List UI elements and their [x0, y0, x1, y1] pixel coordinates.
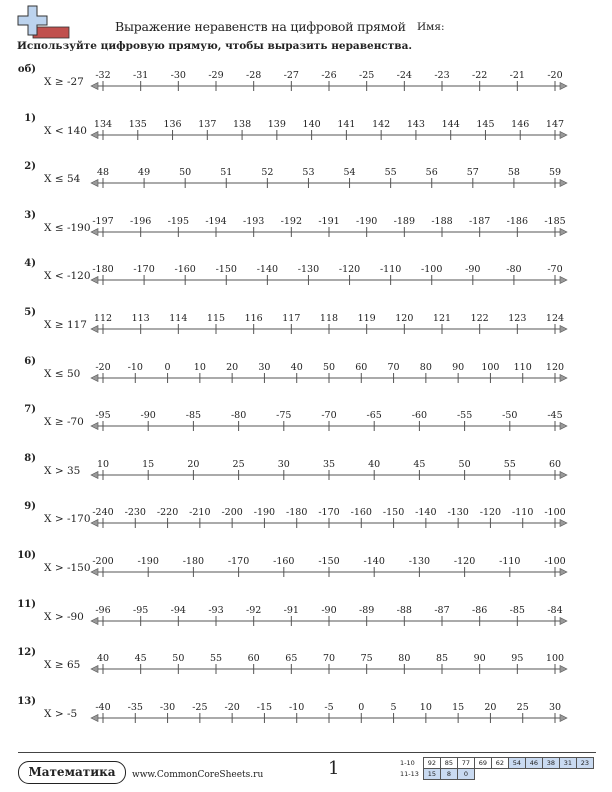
tick-label: -28 [246, 70, 262, 81]
tick-label: 80 [419, 361, 432, 373]
tick-label: -120 [479, 507, 502, 519]
tick-label: -193 [242, 215, 265, 227]
tick-label: -197 [92, 215, 114, 227]
tick-label: 80 [398, 653, 411, 665]
arrow-right-icon [560, 714, 567, 721]
tick-label: -90 [140, 410, 156, 422]
number-line[interactable] [0, 453, 612, 493]
tick-label: -110 [512, 507, 534, 519]
arrow-right-icon [560, 666, 567, 673]
problem-row [0, 307, 612, 347]
tick-label: -150 [382, 507, 405, 519]
tick-label: -187 [468, 215, 491, 227]
arrow-left-icon [91, 714, 98, 721]
tick-label: -190 [137, 556, 159, 567]
tick-label: -180 [92, 264, 114, 276]
instructions: Используйте цифровую прямую, чтобы выразить неравенства. [17, 40, 413, 52]
tick-label: 35 [322, 458, 336, 470]
problem-row [0, 161, 612, 201]
tick-label: -100 [544, 556, 566, 567]
tick-label: -190 [253, 507, 276, 519]
inequality-text: X < -120 [44, 270, 91, 283]
tick-label: -20 [224, 701, 240, 713]
footer-divider [18, 752, 596, 753]
tick-label: -130 [408, 556, 431, 567]
tick-label: -189 [393, 215, 416, 227]
tick-label: 124 [545, 313, 565, 324]
arrow-left-icon [91, 83, 98, 90]
name-label: Имя: [417, 21, 445, 33]
arrow-left-icon [91, 617, 98, 624]
tick-label: 95 [511, 653, 524, 665]
tick-label: 55 [384, 167, 397, 179]
problem-row [0, 599, 612, 639]
tick-label: -21 [509, 70, 525, 81]
tick-label: -170 [227, 556, 250, 567]
arrow-left-icon [91, 228, 98, 235]
problem-row [0, 64, 612, 104]
arrow-right-icon [560, 374, 567, 381]
inequality-text: X ≤ -190 [44, 221, 91, 234]
tick-label: -91 [283, 604, 299, 616]
arrow-right-icon [560, 131, 567, 138]
tick-label: -130 [447, 507, 469, 519]
tick-label: 48 [96, 167, 110, 179]
problem-row [0, 356, 612, 396]
arrow-left-icon [91, 471, 98, 478]
tick-label: -10 [289, 701, 305, 713]
tick-label: 120 [395, 313, 414, 324]
tick-label: 55 [503, 458, 516, 470]
tick-label: -160 [350, 507, 372, 519]
tick-label: -15 [256, 701, 273, 713]
answer-key-score: 23 [576, 758, 593, 769]
tick-label: 53 [302, 167, 315, 179]
tick-label: 15 [452, 701, 465, 713]
tick-label: -85 [509, 604, 525, 616]
problem-row [0, 696, 612, 736]
number-line[interactable] [0, 550, 612, 590]
tick-label: 114 [169, 313, 188, 324]
tick-label: -30 [159, 701, 176, 713]
answer-key-score: 69 [474, 758, 491, 769]
number-line[interactable] [0, 599, 612, 639]
tick-label: -95 [95, 410, 111, 422]
tick-label: 90 [452, 361, 465, 373]
tick-label: 137 [198, 118, 217, 130]
tick-label: -30 [170, 70, 186, 81]
tick-label: -90 [321, 604, 337, 616]
tick-label: 45 [413, 458, 426, 470]
tick-label: -27 [283, 70, 299, 81]
answer-key-score: 77 [457, 758, 474, 769]
tick-label: 10 [96, 458, 110, 470]
problem-number: 8) [24, 452, 36, 464]
inequality-text: X ≥ 65 [44, 659, 81, 672]
problem-row [0, 647, 612, 687]
answer-key-row [398, 769, 593, 780]
tick-label: 20 [484, 701, 497, 713]
tick-label: 40 [368, 458, 381, 470]
answer-key-score: 38 [542, 758, 559, 769]
tick-label: -188 [431, 215, 453, 227]
page-number: 1 [328, 758, 340, 779]
tick-label: -24 [396, 70, 412, 81]
tick-label: 122 [470, 313, 489, 324]
answer-key-score: 31 [559, 758, 576, 769]
arrow-left-icon [91, 666, 98, 673]
tick-label: -92 [246, 604, 262, 616]
tick-label: -240 [92, 507, 114, 519]
tick-label: -23 [434, 70, 450, 81]
tick-label: 55 [209, 653, 223, 665]
problem-number: 5) [24, 307, 36, 318]
problem-number: 6) [24, 355, 36, 367]
tick-label: 138 [233, 118, 252, 130]
tick-label: 115 [206, 313, 226, 324]
tick-label: -25 [359, 70, 375, 81]
problem-number: 13) [17, 695, 36, 707]
tick-label: -75 [276, 410, 292, 422]
tick-label: 0 [358, 701, 365, 713]
tick-label: 65 [285, 653, 298, 665]
tick-label: 143 [406, 118, 425, 130]
tick-label: -200 [92, 556, 114, 567]
tick-label: -94 [170, 604, 186, 616]
tick-label: 60 [247, 653, 260, 665]
tick-label: 52 [261, 167, 274, 179]
tick-label: 135 [128, 118, 147, 130]
problem-row [0, 258, 612, 298]
tick-label: -20 [95, 361, 111, 373]
tick-label: -190 [355, 215, 378, 227]
tick-label: -110 [379, 264, 402, 276]
tick-label: 49 [138, 167, 151, 179]
tick-label: 100 [481, 361, 500, 373]
arrow-left-icon [91, 374, 98, 381]
tick-label: -191 [318, 215, 340, 227]
inequality-text: X ≤ 50 [44, 367, 81, 380]
tick-label: -29 [208, 70, 224, 81]
tick-label: -70 [321, 410, 337, 422]
tick-label: 110 [513, 361, 532, 373]
tick-label: 136 [163, 118, 182, 130]
number-line[interactable] [0, 356, 612, 396]
problem-number: 12) [17, 647, 36, 659]
problem-number: 1) [24, 112, 36, 124]
tick-label: 0 [164, 361, 171, 373]
tick-label: 54 [343, 167, 356, 179]
problem-number: об) [17, 64, 36, 75]
tick-label: -120 [453, 556, 476, 567]
tick-label: 50 [179, 167, 192, 179]
arrow-right-icon [560, 520, 567, 527]
tick-label: 146 [511, 118, 530, 130]
number-line[interactable] [0, 210, 612, 250]
tick-label: 90 [473, 653, 486, 665]
problem-row [0, 501, 612, 541]
number-line[interactable] [0, 113, 612, 153]
tick-label: -20 [547, 70, 563, 81]
number-line[interactable] [0, 258, 612, 298]
tick-label: -150 [215, 264, 237, 276]
tick-label: -10 [127, 361, 143, 373]
answer-key-range: 1-10 [400, 759, 415, 767]
problem-row [0, 453, 612, 493]
tick-label: -170 [133, 264, 155, 276]
site-url[interactable]: www.CommonCoreSheets.ru [132, 770, 264, 780]
tick-label: -160 [174, 264, 196, 276]
tick-label: -80 [506, 264, 522, 276]
tick-label: -100 [421, 264, 443, 276]
arrow-left-icon [91, 520, 98, 527]
number-line[interactable] [0, 64, 612, 104]
tick-label: -5 [324, 701, 334, 713]
problem-number: 10) [17, 550, 36, 561]
tick-label: 70 [322, 653, 336, 665]
tick-label: 40 [290, 361, 303, 373]
answer-key-score: 92 [423, 758, 440, 769]
tick-label: -25 [192, 701, 208, 713]
tick-label: -140 [363, 556, 385, 567]
inequality-text: X > -150 [44, 562, 91, 574]
tick-label: -86 [472, 604, 488, 616]
tick-label: 51 [220, 167, 233, 179]
arrow-right-icon [560, 228, 567, 235]
tick-label: -150 [318, 556, 340, 567]
tick-label: 147 [545, 118, 565, 130]
tick-label: 10 [419, 701, 432, 713]
answer-key-row [398, 758, 593, 769]
tick-label: 118 [319, 313, 339, 324]
tick-label: 50 [322, 361, 336, 373]
tick-label: -180 [182, 556, 205, 567]
inequality-text: X ≥ -70 [44, 416, 84, 429]
tick-label: 20 [187, 458, 200, 470]
tick-label: -185 [544, 215, 566, 227]
answer-key-score: 0 [457, 769, 474, 780]
tick-label: 57 [466, 167, 479, 179]
tick-label: 25 [516, 701, 529, 713]
arrow-right-icon [560, 180, 567, 187]
arrow-left-icon [91, 423, 98, 430]
arrow-right-icon [560, 569, 567, 576]
answer-key-score: 15 [423, 769, 440, 780]
tick-label: 60 [355, 361, 368, 373]
tick-label: 119 [357, 313, 376, 324]
tick-label: -50 [502, 410, 518, 422]
tick-label: 75 [360, 653, 373, 665]
tick-label: 121 [432, 313, 452, 324]
tick-label: 120 [545, 361, 565, 373]
tick-label: 30 [258, 361, 271, 373]
tick-label: 85 [435, 653, 449, 665]
number-line[interactable] [0, 404, 612, 444]
tick-label: 134 [93, 118, 113, 130]
tick-label: -45 [547, 410, 563, 422]
arrow-left-icon [91, 180, 98, 187]
footer [0, 752, 612, 792]
inequality-text: X > -170 [44, 513, 91, 526]
problem-number: 2) [24, 161, 36, 173]
answer-key-table [398, 757, 594, 780]
tick-label: -194 [205, 215, 227, 227]
arrow-left-icon [91, 569, 98, 576]
number-line[interactable] [0, 501, 612, 541]
tick-label: -90 [465, 264, 481, 276]
tick-label: 40 [96, 653, 110, 665]
tick-label: -22 [472, 70, 488, 81]
tick-label: -130 [297, 264, 320, 276]
tick-label: 50 [172, 653, 185, 665]
tick-label: -87 [434, 604, 450, 616]
tick-label: -110 [499, 556, 521, 567]
arrow-right-icon [560, 326, 567, 333]
tick-label: 10 [193, 361, 206, 373]
arrow-left-icon [91, 131, 98, 138]
tick-label: 145 [476, 118, 495, 130]
tick-label: -65 [366, 410, 382, 422]
tick-label: 25 [232, 458, 245, 470]
problem-row [0, 404, 612, 444]
tick-label: -96 [95, 604, 111, 616]
answer-key-range: 11-13 [400, 770, 419, 778]
tick-label: -70 [547, 264, 563, 276]
page-title: Выражение неравенств на цифровой прямой [115, 19, 406, 34]
tick-label: -93 [208, 604, 224, 616]
arrow-left-icon [91, 326, 98, 333]
inequality-text: X > 35 [44, 464, 81, 477]
tick-label: -220 [156, 507, 179, 519]
tick-label: -170 [318, 507, 340, 519]
tick-label: -80 [230, 410, 247, 422]
tick-label: 50 [458, 458, 471, 470]
number-line[interactable] [0, 696, 612, 736]
answer-key-score: 46 [525, 758, 542, 769]
tick-label: 58 [507, 167, 520, 179]
tick-label: -60 [411, 410, 428, 422]
problem-number: 4) [24, 258, 36, 270]
tick-label: 140 [302, 118, 321, 130]
tick-label: -192 [280, 215, 303, 227]
plus-logo-icon [16, 5, 72, 39]
tick-label: 20 [226, 361, 239, 373]
tick-label: 56 [425, 167, 438, 179]
tick-label: 5 [390, 701, 397, 713]
inequality-text: X ≥ -27 [44, 76, 84, 88]
tick-label: -200 [221, 507, 243, 519]
tick-label: -210 [189, 507, 211, 519]
tick-label: -26 [321, 70, 337, 81]
tick-label: -55 [456, 410, 473, 422]
tick-label: -31 [133, 70, 149, 81]
tick-label: -40 [95, 701, 111, 713]
tick-label: 141 [337, 118, 356, 130]
tick-label: 142 [372, 118, 391, 130]
tick-label: 116 [244, 313, 263, 324]
tick-label: 30 [548, 701, 562, 713]
tick-label: 60 [548, 458, 562, 470]
tick-label: 139 [267, 118, 286, 130]
tick-label: -88 [396, 604, 412, 616]
tick-label: -140 [415, 507, 437, 519]
tick-label: 59 [548, 167, 562, 179]
problem-row [0, 113, 612, 153]
tick-label: -100 [544, 507, 566, 519]
answer-key-score: 85 [440, 758, 457, 769]
inequality-text: X < 140 [44, 124, 87, 137]
tick-label: 112 [93, 313, 113, 324]
problem-number: 3) [24, 209, 36, 221]
arrow-right-icon [560, 83, 567, 90]
tick-label: -120 [338, 264, 361, 276]
arrow-right-icon [560, 617, 567, 624]
tick-label: 70 [387, 361, 400, 373]
arrow-right-icon [560, 277, 567, 284]
inequality-text: X ≤ 54 [44, 173, 81, 186]
tick-label: -160 [273, 556, 295, 567]
inequality-text: X ≥ 117 [44, 319, 87, 331]
tick-label: 100 [545, 653, 565, 665]
tick-label: -85 [185, 410, 202, 422]
problem-number: 9) [24, 501, 36, 513]
tick-label: -32 [95, 70, 111, 81]
tick-label: -196 [129, 215, 152, 227]
arrow-right-icon [560, 471, 567, 478]
arrow-right-icon [560, 423, 567, 430]
tick-label: 123 [508, 313, 527, 324]
tick-label: -180 [286, 507, 308, 519]
number-line[interactable] [0, 161, 612, 201]
tick-label: -84 [547, 604, 563, 616]
tick-label: -95 [133, 604, 149, 616]
tick-label: -186 [506, 215, 529, 227]
answer-key-score: 62 [491, 758, 508, 769]
inequality-text: X > -90 [44, 610, 84, 623]
tick-label: 144 [441, 118, 460, 130]
problem-number: 11) [17, 598, 36, 610]
number-line[interactable] [0, 307, 612, 347]
tick-label: -140 [256, 264, 279, 276]
tick-label: -35 [127, 701, 143, 713]
tick-label: 30 [277, 458, 290, 470]
tick-label: 15 [142, 458, 155, 470]
tick-label: 113 [131, 313, 150, 324]
subject-badge: Математика [18, 761, 126, 784]
tick-label: -89 [359, 604, 375, 616]
tick-label: 117 [282, 313, 301, 324]
problem-number: 7) [24, 404, 36, 416]
answer-key-score: 54 [508, 758, 525, 769]
number-line[interactable] [0, 647, 612, 687]
inequality-text: X > -5 [44, 707, 78, 720]
arrow-left-icon [91, 277, 98, 284]
problem-row [0, 550, 612, 590]
answer-key-score: 8 [440, 769, 457, 780]
tick-label: -230 [124, 507, 146, 519]
tick-label: 45 [134, 653, 147, 665]
problem-row [0, 210, 612, 250]
tick-label: -195 [167, 215, 190, 227]
